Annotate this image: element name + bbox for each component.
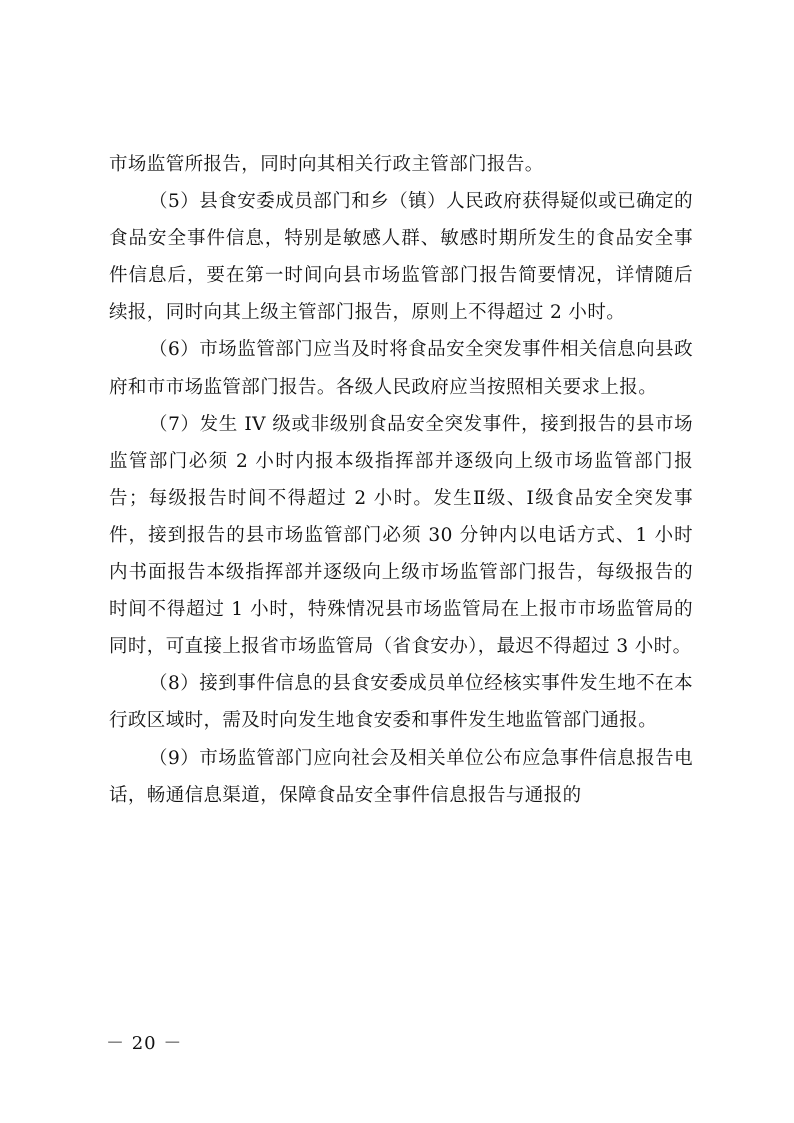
paragraph-item-7: （7）发生 IV 级或非级别食品安全突发事件，接到报告的县市场监管部门必须 2 小时内报本级指挥部并逐级向上级市场监管部门报告；每级报告时间不得超过 2 小时。发生Ⅱ级、Ⅰ级食品安全突发事件，接到报告的县市场监管部门必须 30 分钟内以电话方式、1 小时内书面报告本级指挥部并逐级向上级市场监管部门报告，每级报告的时间不得超过 1 小时，特殊情况县市场监管局在上报市市场监管局的同时，可直接上报省市场监管局（省食安办），最迟不得超过 3 小时。 xyxy=(109,413,693,658)
document-body xyxy=(109,146,693,814)
paragraph-item-5: （5）县食安委成员部门和乡（镇）人民政府获得疑似或已确定的食品安全事件信息，特别是敏感人群、敏感时期所发生的食品安全事件信息后，要在第一时间向县市场监管部门报告简要情况，详情随后续报，同时向其上级主管部门报告，原则上不得超过 2 小时。 xyxy=(109,191,693,324)
page-number: － 20 － xyxy=(106,1033,183,1054)
paragraph-item-6: （6）市场监管部门应当及时将食品安全突发事件相关信息向县政府和市市场监管部门报告。各级人民政府应当按照相关要求上报。 xyxy=(109,339,693,398)
paragraph-item-9: （9）市场监管部门应向社会及相关单位公布应急事件信息报告电话，畅通信息渠道，保障食品安全事件信息报告与通报的 xyxy=(109,747,693,806)
paragraph-item-8: （8）接到事件信息的县食安委成员单位经核实事件发生地不在本行政区域时，需及时向发生地食安委和事件发生地监管部门通报。 xyxy=(109,673,693,732)
paragraph-continuation: 市场监管所报告，同时向其相关行政主管部门报告。 xyxy=(109,154,544,175)
